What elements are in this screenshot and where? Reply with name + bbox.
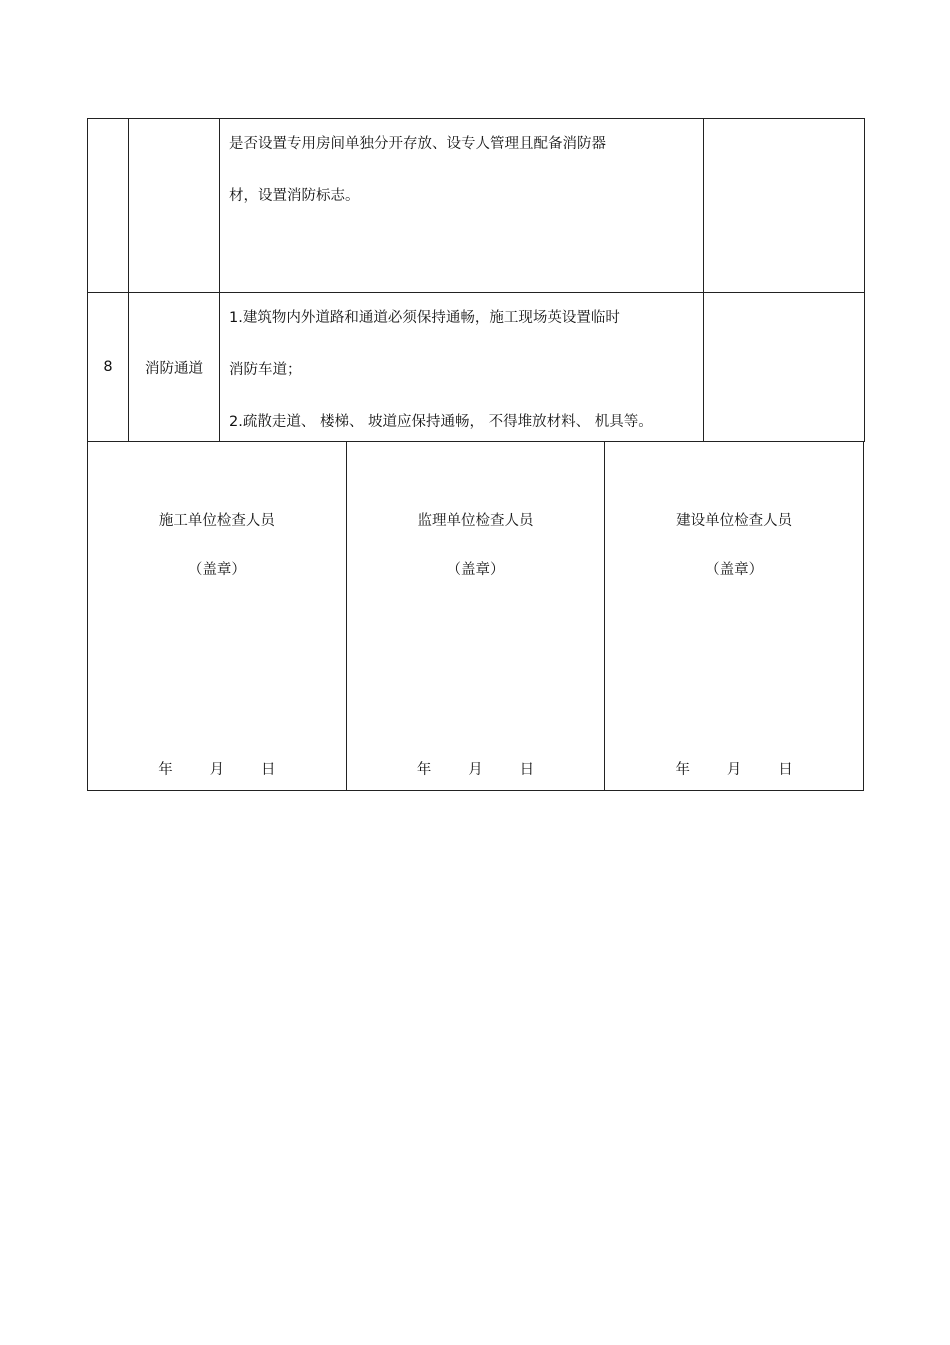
requirement-line: 1.建筑物内外道路和通道必须保持通畅，施工现场英设置临时 — [229, 310, 620, 326]
date-label: 年 月 日 — [675, 762, 793, 778]
result-cell — [704, 119, 865, 293]
requirement-line: 是否设置专用房间单独分开存放、设专人管理且配备消防器 — [229, 136, 606, 152]
date-label: 年 月 日 — [416, 762, 535, 778]
signature-cell-supervision — [346, 442, 605, 791]
table-row — [88, 293, 865, 442]
signature-title: 监理单位检查人员 — [417, 513, 534, 529]
result-cell — [704, 293, 865, 442]
signature-cell-owner — [605, 442, 864, 791]
date-label: 年 月 日 — [158, 762, 276, 778]
stamp-label: （盖章） — [705, 562, 764, 578]
signature-table — [87, 441, 864, 791]
stamp-label: （盖章） — [446, 562, 505, 578]
fire-check-table — [87, 118, 865, 442]
signature-title: 施工单位检查人员 — [158, 513, 275, 529]
signature-title: 建设单位检查人员 — [676, 513, 793, 529]
requirement-cell — [220, 119, 704, 293]
requirement-cell — [220, 293, 704, 442]
row-number-cell: 8 — [88, 293, 129, 442]
item-name-cell: 消防通道 — [129, 293, 220, 442]
requirement-line: 2.疏散走道、 楼梯、 坡道应保持通畅， 不得堆放材料、 机具等。 — [229, 414, 653, 430]
stamp-label: （盖章） — [187, 562, 246, 578]
row-number-cell — [88, 119, 129, 293]
table-row — [88, 119, 865, 293]
item-name-cell — [129, 119, 220, 293]
signature-cell-construction — [88, 442, 347, 791]
requirement-line: 消防车道； — [229, 362, 302, 378]
requirement-line: 材，设置消防标志。 — [229, 188, 360, 204]
signature-row — [88, 442, 864, 791]
